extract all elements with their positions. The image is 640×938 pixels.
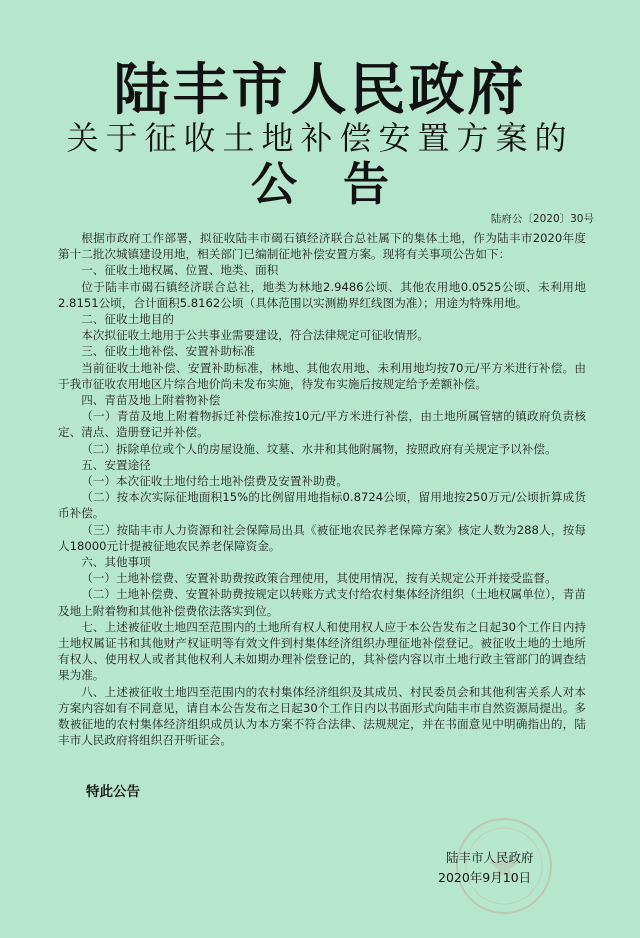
notice-paragraph: （二）按本次实际征地面积15%的比例留用地指标0.8724公顷，留用地按250万元/公顷折算成货币补偿。: [58, 490, 586, 521]
official-seal: [456, 818, 552, 914]
document-number: 陆府公〔2020〕30号: [490, 213, 594, 225]
notice-paragraph: （二）拆除单位或个人的房屋设施、坟墓、水井和其他附属物，按照政府有关规定予以补偿。: [81, 441, 557, 456]
notice-paragraph: 八、上述被征收土地四至范围内的农村集体经济组织及其成员、村民委员会和其他利害关系人对本方案内容如有不同意见，请自本公告发布之日起30个工作日内以书面形式向陆丰市自然资源局提出。多数被征地的农村集体经济组织成员认为本方案不符合法律、法规规定，并在书面意见中明确指出的，陆丰市人民政府将组织召开听证会。: [58, 684, 586, 748]
notice-paragraph: 位于陆丰市碣石镇经济联合总社，地类为林地2.9486公顷、其他农用地0.0525公顷、未利用地2.8151公顷，合计面积5.8162公顷（具体范围以实测勘界红线图为准）；用途为特殊用地。: [58, 279, 586, 310]
notice-paragraph: 六、其他事项: [81, 555, 151, 570]
notice-paragraph: （一）土地补偿费、安置补助费按政策合理使用，其使用情况，按有关规定公开并接受监督。: [81, 571, 557, 586]
notice-subject-title: 关于征收土地补偿安置方案的: [66, 119, 574, 157]
notice-paragraph: 一、征收土地权属、位置、地类、面积: [81, 263, 279, 278]
notice-paragraph: 当前征收土地补偿、安置补助标准，林地、其他农用地、未利用地均按70元/平方米进行补偿。由于我市征收农用地区片综合地价尚未发布实施，待发布实施后按规定给予差额补偿。: [58, 360, 586, 391]
notice-paragraph: 七、上述被征收土地四至范围内的土地所有权人和使用权人应于本公告发布之日起30个工作日内持土地权属证书和其他财产权证明等有效文件到村集体经济组织办理征地补偿登记。被征收土地的土地所有权人、使用权人或者其他权利人未如期办理补偿登记的，其补偿内容以市土地行政主管部门的调查结果为准。: [58, 619, 586, 683]
closing-phrase: 特此公告: [86, 784, 140, 800]
notice-paragraph: （二）土地补偿费、安置补助费按规定以转账方式支付给农村集体经济组织（土地权属单位），青苗及地上附着物和其他补偿费依法落实到位。: [58, 587, 586, 618]
notice-paragraph: 本次拟征收土地用于公共事业需要建设，符合法律规定可征收情形。: [81, 328, 430, 343]
notice-type-title: 公告: [251, 157, 435, 211]
notice-paragraph: 二、征收土地目的: [81, 312, 174, 327]
notice-paragraph: 四、青苗及地上附着物补偿: [81, 393, 221, 408]
notice-paragraph: 三、征收土地补偿、安置补助标准: [81, 344, 256, 359]
notice-paragraph: （一）青苗及地上附着物拆迁补偿标准按10元/平方米进行补偿，由土地所属管辖的镇政府负责核定、清点、造册登记并补偿。: [58, 409, 586, 440]
notice-paragraph: （三）按陆丰市人力资源和社会保障局出具《被征地农民养老保障方案》核定人数为288人，按每人18000元计提被征地农民养老保障资金。: [58, 522, 586, 553]
signing-date: 2020年9月10日: [438, 870, 532, 885]
signing-authority: 陆丰市人民政府: [446, 850, 534, 865]
notice-paragraph: （一）本次征收土地付给土地补偿费及安置补助费。: [81, 474, 348, 489]
notice-body: [58, 230, 586, 749]
notice-paragraph: 根据市政府工作部署，拟征收陆丰市碣石镇经济联合总社属下的集体土地，作为陆丰市2020年度第十二批次城镇建设用地，相关部门已编制征地补偿安置方案。现将有关事项公告如下：: [58, 231, 586, 262]
notice-paragraph: 五、安置途径: [81, 457, 151, 472]
issuing-authority-title: 陆丰市人民政府: [113, 57, 527, 123]
